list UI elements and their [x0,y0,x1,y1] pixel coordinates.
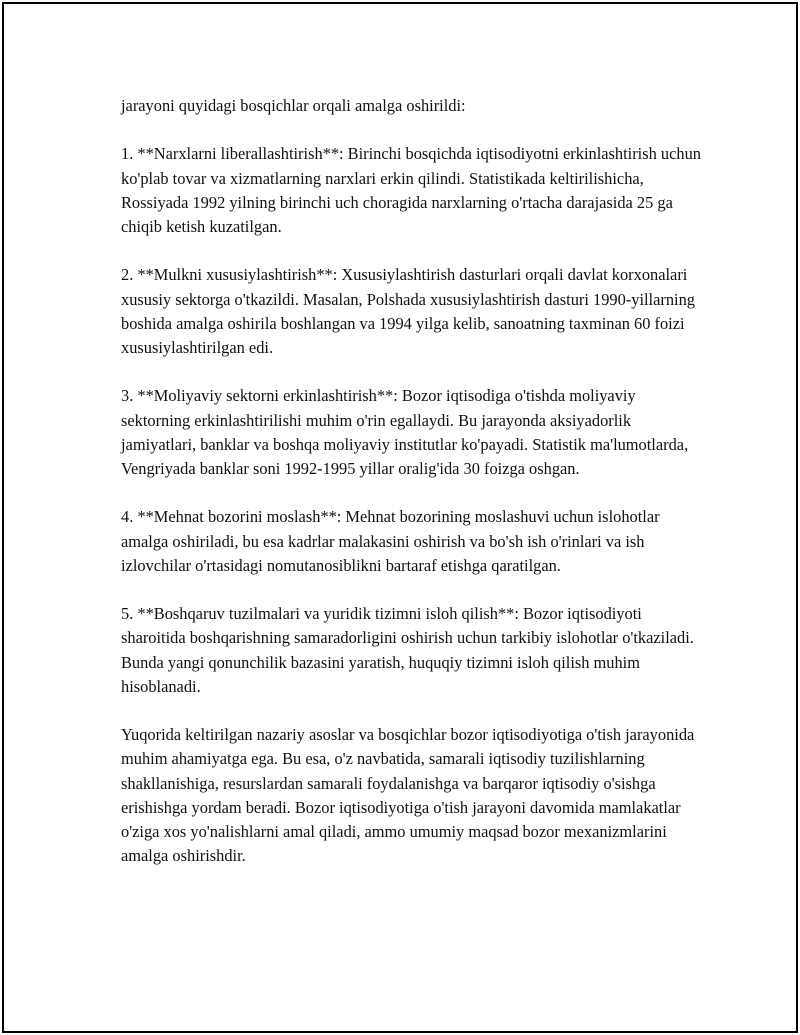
paragraph-financial-sector: 3. **Moliyaviy sektorni erkinlashtirish**: Bozor iqtisodiga o'tishda moliyaviy sektorning erkinlashtirilishi muhim o'rin egallaydi. Bu jarayonda aksiyadorlik jamiyatlari, banklar va boshqa moliyaviy institutlar ko'payadi. Statistik ma'lumotlarda, Vengriyada banklar soni 1992-1995 yillar oralig'ida 30 foizga oshgan. [121,386,689,478]
intro-paragraph: jarayoni quyidagi bosqichlar orqali amalga oshirildi: [121,96,466,115]
conclusion-paragraph: Yuqorida keltirilgan nazariy asoslar va bosqichlar bozor iqtisodiyotiga o'tish jarayonida muhim ahamiyatga ega. Bu esa, o'z navbatida, samarali iqtisodiy tuzilishlarning shakllanishiga, resurslardan samarali foydalanishga va barqaror iqtisodiy o'sishga erishishga yordam beradi. Bozor iqtisodiyotiga o'tish jarayoni davomida mamlakatlar o'ziga xos yo'nalishlarni amal qiladi, ammo umumiy maqsad bozor mexanizmlarini amalga oshirishdir. [121,725,695,866]
paragraph-price-liberalization: 1. **Narxlarni liberallashtirish**: Birinchi bosqichda iqtisodiyotni erkinlashtirish uchun ko'plab tovar va xizmatlarning narxlari erkin qilindi. Statistikada keltirilishicha, Rossiyada 1992 yilning birinchi uch choragida narxlarning o'rtacha darajasida 25 ga chiqib ketish kuzatilgan. [121,144,701,236]
document-body [121,94,701,893]
paragraph-labor-market: 4. **Mehnat bozorini moslash**: Mehnat bozorining moslashuvi uchun islohotlar amalga oshiriladi, bu esa kadrlar malakasini oshirish va bo'sh ish o'rinlari va ish izlovchilar o'rtasidagi nomutanosiblikni bartaraf etishga qaratilgan. [121,507,660,575]
document-page [2,2,798,1033]
paragraph-governance-reform: 5. **Boshqaruv tuzilmalari va yuridik tizimni isloh qilish**: Bozor iqtisodiyoti sharoitida boshqarishning samaradorligini oshirish uchun tarkibiy islohotlar o'tkaziladi. Bunda yangi qonunchilik bazasini yaratish, huquqiy tizimni isloh qilish muhim hisoblanadi. [121,604,694,696]
paragraph-privatization: 2. **Mulkni xususiylashtirish**: Xususiylashtirish dasturlari orqali davlat korxonalari xususiy sektorga o'tkazildi. Masalan, Polshada xususiylashtirish dasturi 1990-yillarning boshida amalga oshirila boshlangan va 1994 yilga kelib, sanoatning taxminan 60 foizi xususiylashtirilgan edi. [121,265,695,357]
